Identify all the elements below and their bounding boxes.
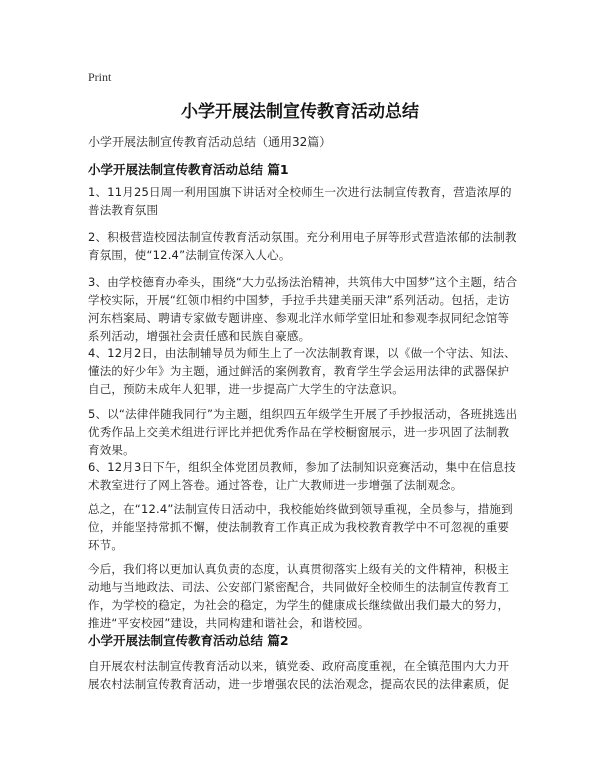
paragraph: 6、12月3日下午，组织全体党团员教师，参加了法制知识竞赛活动，集中在信息技术教室进行了网上答卷。通过答卷，让广大教师进一步增强了法制观念。 [88,460,516,492]
paragraph: 1、11月25日周一利用国旗下讲话对全校师生一次进行法制宣传教育，营造浓厚的普法教育氛围 [88,185,512,217]
section-heading-1: 小学开展法制宣传教育活动总结 篇1 [88,162,289,177]
paragraph: 今后，我们将以更加认真负责的态度，认真贯彻落实上级有关的文件精神，积极主动地与当地政法、司法、公安部门紧密配合，共同做好全校师生的法制宣传教育工作，为学校的稳定，为社会的稳定，为学生的健康成长继续做出我们最大的努力，推进“平安校园”建设，共同构建和谐社会，和谐校园。 [88,562,510,630]
paragraph: 5、以“法律伴随我同行”为主题，组织四五年级学生开展了手抄报活动，各班挑选出优秀作品上交美术组进行评比并把优秀作品在学校橱窗展示，进一步巩固了法制教育效果。 [88,407,518,457]
section-heading-2: 小学开展法制宣传教育活动总结 篇2 [88,633,289,648]
paragraph: 自开展农村法制宣传教育活动以来，镇党委、政府高度重视，在全镇范围内大力开展农村法制宣传教育活动，进一步增强农民的法治观念，提高农民的法律素质，促 [88,659,510,691]
paragraph: 2、积极营造校园法制宣传教育活动氛围。充分利用电子屏等形式营造浓郁的法制教育氛围，使“12.4”法制宣传深入人心。 [88,230,517,262]
document-subtitle: 小学开展法制宣传教育活动总结（通用32篇） [88,135,332,149]
print-link[interactable]: Print [88,70,112,84]
paragraph: 3、由学校德育办牵头，围绕“大力弘扬法治精神，共筑伟大中国梦”这个主题，结合学校实际，开展“红领巾相约中国梦，手拉手共建美丽天津”系列活动。包括，走访河东档案局、聘请专家做专题讲座、参观北洋水师学堂旧址和参观李叔同纪念馆等系列活动，增强社会责任感和民族自豪感。 [88,275,518,343]
paragraph: 4、12月2日，由法制辅导员为师生上了一次法制教育课，以《做一个守法、知法、懂法的好少年》为主题，通过鲜活的案例教育，教育学生学会运用法律的武器保护自己，预防未成年人犯罪，进一步提高广大学生的守法意识。 [88,346,516,396]
paragraph: 总之，在“12.4”法制宣传日活动中，我校能始终做到领导重视，全员参与，措施到位，并能坚持常抓不懈，使法制教育工作真正成为我校教育教学中不可忽视的重要环节。 [88,502,513,552]
page-title: 小学开展法制宣传教育活动总结 [181,102,419,122]
